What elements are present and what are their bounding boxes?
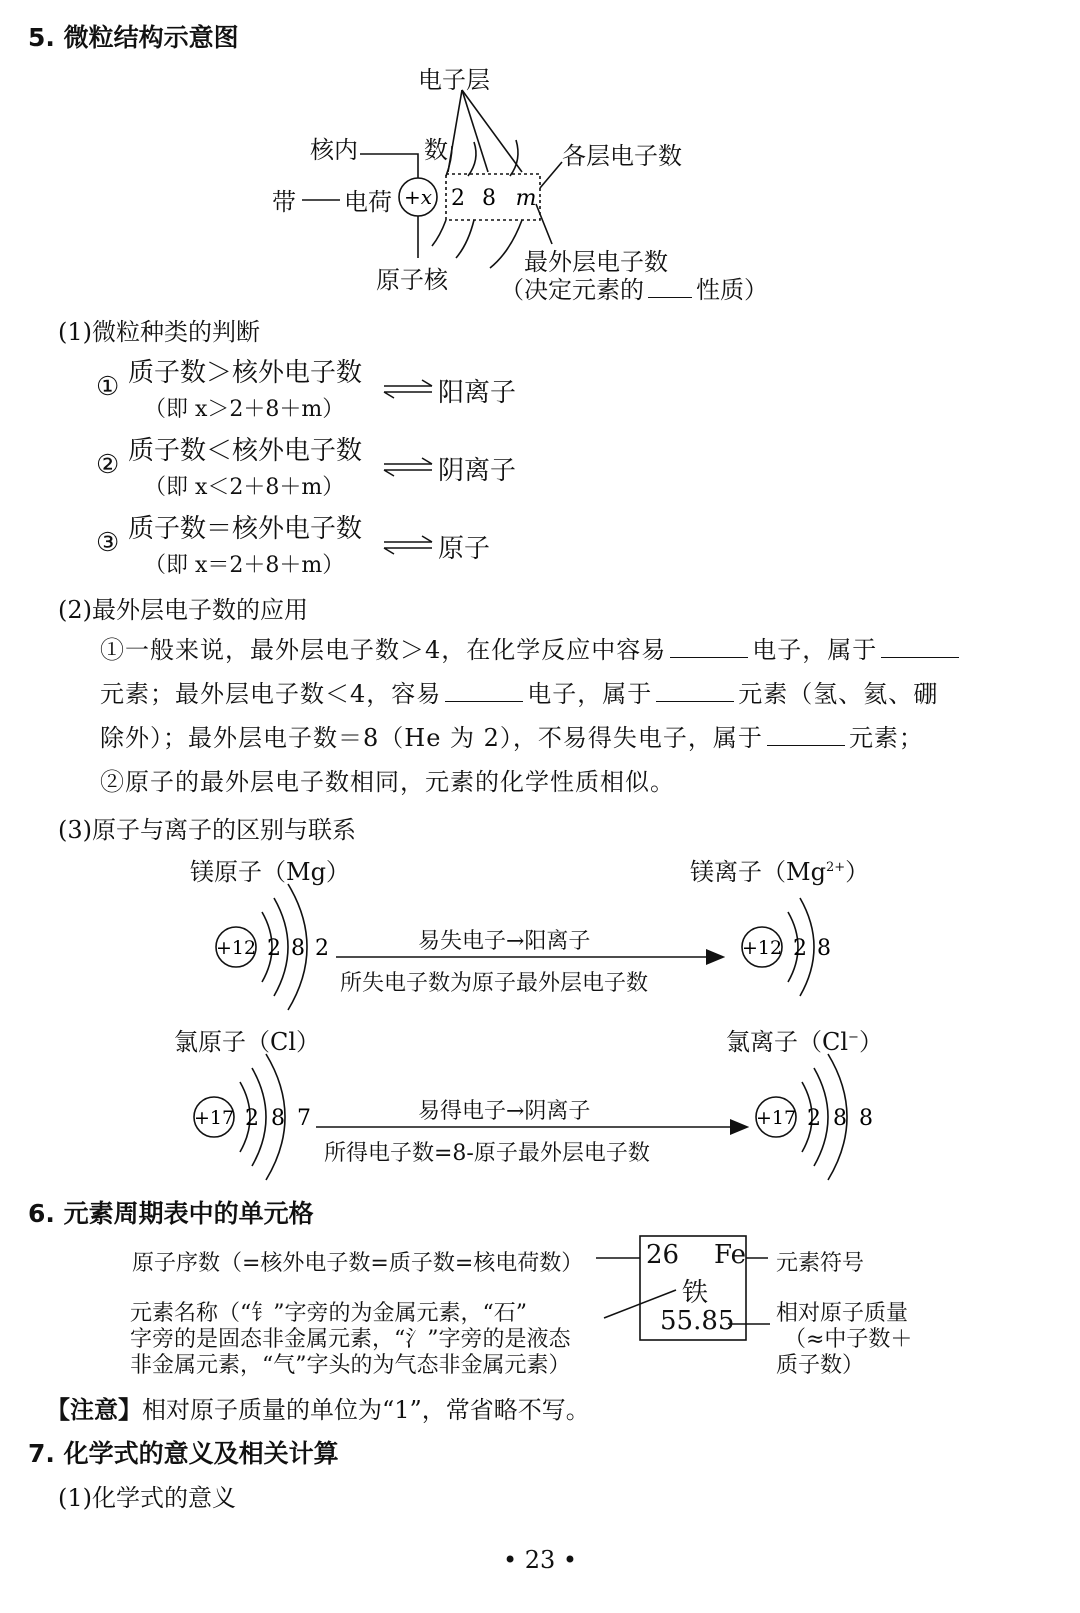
num-label: 数 [424, 136, 448, 164]
mass-label-line-1: 相对原子质量 [776, 1301, 909, 1326]
note [46, 1390, 590, 1425]
per-layer-label: 各层电子数 [562, 142, 682, 170]
shell-value-3: m [515, 186, 537, 211]
cell-symbol: Fe [714, 1240, 747, 1270]
cl-atom-label: 氯原子（Cl） [174, 1028, 321, 1056]
mg-ion-shell-val-1: 2 [793, 936, 807, 961]
note-tag: 【注意】 [46, 1396, 142, 1424]
mg-arrow-top: 易失电子→阳离子 [418, 929, 591, 954]
mg-ion-label: 镁离子$(Mg^{2+})$ [690, 858, 870, 886]
cell-mass: 55.85 [660, 1306, 735, 1336]
mg-arrow-bottom: 所失电子数为原子最外层电子数 [340, 971, 649, 996]
decides-label: （决定元素的 性质） [500, 276, 768, 304]
cl-ion-shell-val-1: 2 [807, 1106, 821, 1131]
shell-value-1: 2 [451, 186, 465, 211]
sub2-line-4: ②原子的最外层电子数相同，元素的化学性质相似。 [100, 768, 675, 796]
mass-label-line-2: （≈中子数＋ [784, 1327, 913, 1352]
cl-arrow-top: 易得电子→阴离子 [418, 1099, 591, 1124]
cl-ion-shell-val-3: 8 [859, 1106, 873, 1131]
section-6-title: 6. 元素周期表中的单元格 [28, 1199, 314, 1228]
row1-line1: 质子数＞核外电子数 [128, 358, 363, 388]
mg-atom-shell-val-1: 2 [267, 936, 281, 961]
nucleus-inner-label: 核内 [310, 136, 358, 164]
mg-atom-shell-val-2: 8 [291, 936, 305, 961]
sub1-title: (1)微粒种类的判断 [58, 318, 260, 346]
sub2-line-2: 元素；最外层电子数＜4，容易 电子，属于 元素（氢、氦、硼 [100, 680, 939, 708]
element-name-line-3: 非金属元素，“气”字头的为气态非金属元素） [130, 1353, 571, 1378]
row1-line2: （即 x＞2＋8＋m） [144, 397, 345, 422]
cl-atom-shell-val-1: 2 [245, 1106, 259, 1131]
sub2-title: (2)最外层电子数的应用 [58, 596, 308, 624]
note-text: 相对原子质量的单位为“1”，常省略不写。 [142, 1396, 590, 1424]
element-name-line-1: 元素名称（“钅”字旁的为金属元素，“石” [130, 1301, 527, 1326]
sub2-line-1: ①一般来说，最外层电子数＞4，在化学反应中容易 电子，属于 [100, 628, 1000, 672]
mg-ion-nucleus: +12 [741, 937, 783, 959]
cl-ion-shell-val-2: 8 [833, 1106, 847, 1131]
element-name-line-2: 字旁的是固态非金属元素，“氵”字旁的是液态 [130, 1327, 571, 1352]
sub3-title: (3)原子与离子的区别与联系 [58, 816, 356, 844]
row2-line2: （即 x＜2＋8＋m） [144, 475, 345, 500]
cl-atom-shell-val-2: 8 [271, 1106, 285, 1131]
page-number: • 23 • [502, 1546, 578, 1574]
mg-atom-label: 镁原子（Mg） [190, 858, 350, 886]
atom-nucleus-label: 原子核 [376, 266, 448, 294]
electron-layer-label: 电子层 [418, 66, 490, 94]
row2-line1: 质子数＜核外电子数 [128, 436, 363, 466]
nucleus-label: +x [403, 185, 433, 209]
charged-pre: 带 [272, 188, 296, 216]
charged-post: 电荷 [344, 188, 392, 216]
sec7-sub1: (1)化学式的意义 [58, 1484, 236, 1512]
cl-ion-nucleus: +17 [755, 1107, 797, 1129]
row3-line2: （即 x＝2＋8＋m） [144, 553, 345, 578]
cl-arrow-bottom: 所得电子数=8-原子最外层电子数 [324, 1141, 650, 1166]
atomic-number-label: 原子序数（=核外电子数=质子数=核电荷数） [132, 1251, 584, 1276]
row3-result: 原子 [438, 534, 491, 564]
mass-label-line-3: 质子数） [776, 1353, 865, 1378]
row1-result: 阳离子 [438, 378, 517, 408]
section-7-title: 7. 化学式的意义及相关计算 [28, 1439, 339, 1468]
outer-electrons-label: 最外层电子数 [524, 248, 668, 276]
mg-atom-nucleus: +12 [215, 937, 257, 959]
mg-ion-shell-val-2: 8 [817, 936, 831, 961]
section-5-title: 5. 微粒结构示意图 [28, 23, 239, 52]
shell-value-2: 8 [482, 186, 496, 211]
sub2-line-3: 除外）；最外层电子数＝8（He 为 2），不易得失电子，属于 元素； [100, 724, 924, 752]
row2-mark: ② [96, 450, 120, 480]
row3-line1: 质子数＝核外电子数 [128, 514, 363, 544]
mg-atom-shell-val-3: 2 [315, 936, 329, 961]
symbol-label: 元素符号 [776, 1251, 865, 1276]
cl-ion-label: 氯离子（Cl−） [726, 1028, 883, 1056]
row1-mark: ① [96, 372, 120, 402]
cell-number: 26 [646, 1240, 680, 1270]
cl-atom-shell-val-3: 7 [297, 1106, 311, 1131]
row2-result: 阴离子 [438, 456, 517, 486]
cl-atom-nucleus: +17 [193, 1107, 235, 1129]
row3-mark: ③ [96, 528, 120, 558]
cell-name: 铁 [682, 1278, 709, 1308]
